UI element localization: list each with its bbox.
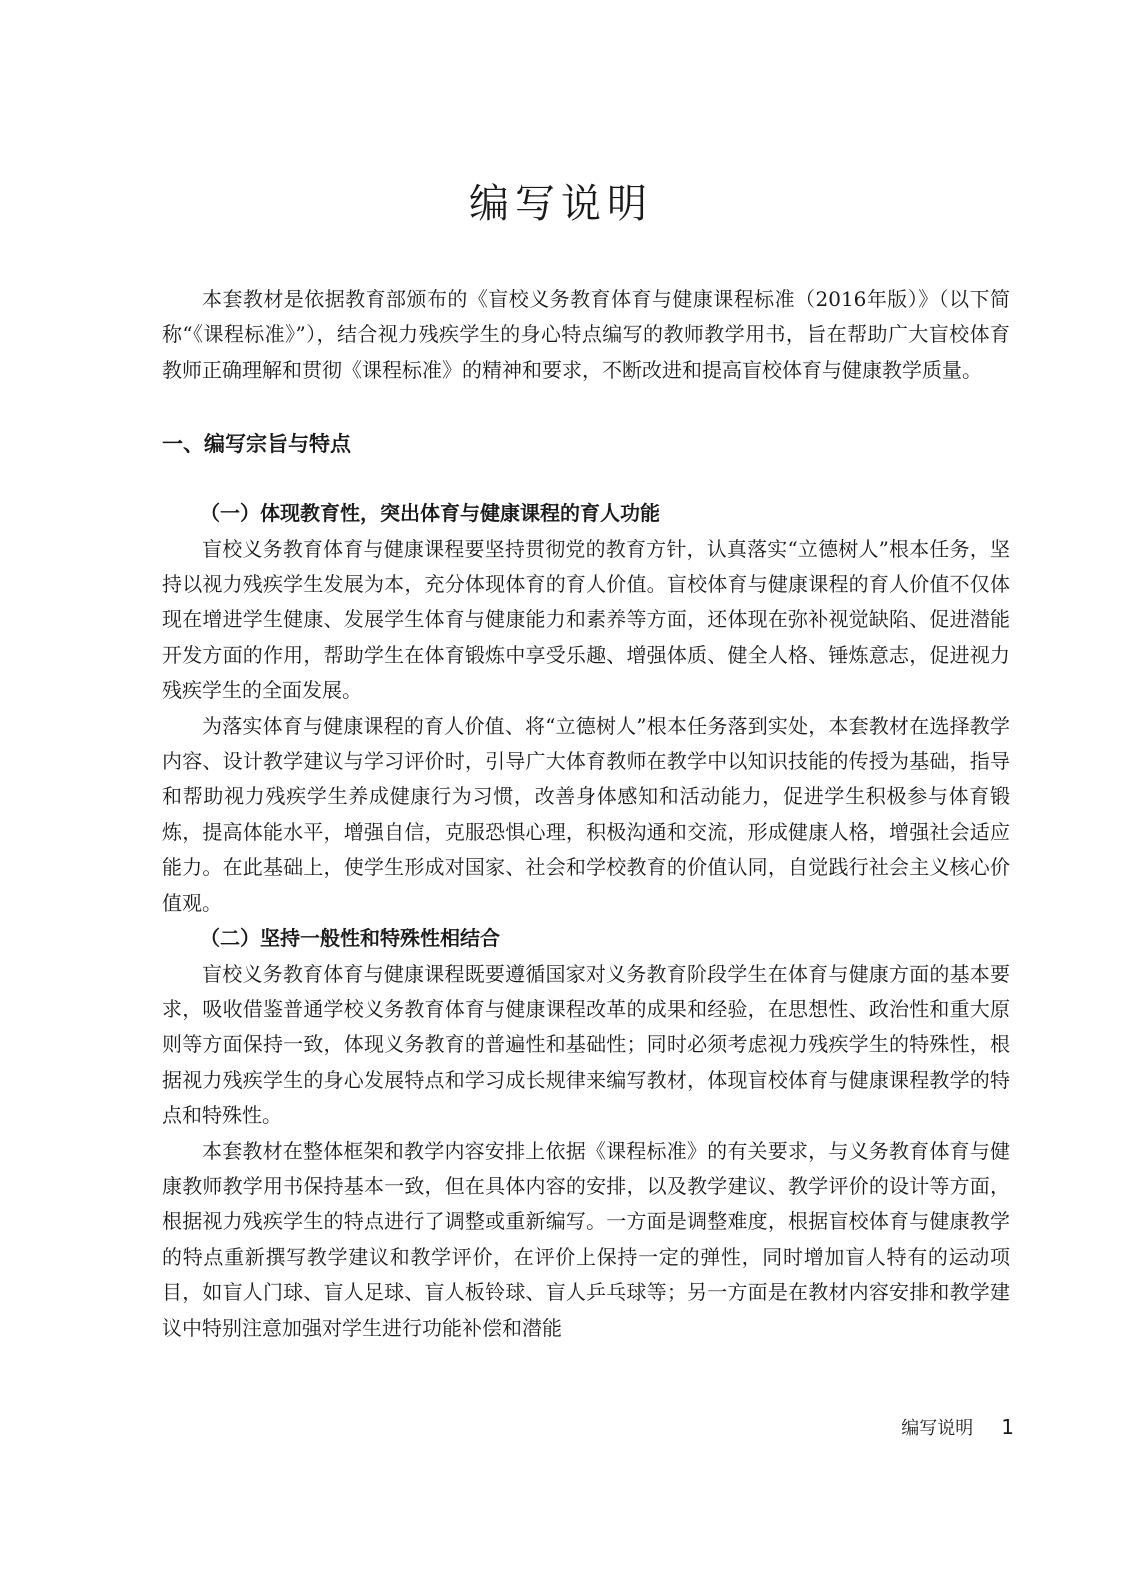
page-footer xyxy=(901,1413,1014,1443)
subsection-2-paragraph-2: 本套教材在整体框架和教学内容安排上依据《课程标准》的有关要求，与义务教育体育与健康教师教学用书保持基本一致，但在具体内容的安排，以及教学建议、教学评价的设计等方面，根据视力残疾学生的特点进行了调整或重新编写。一方面是调整难度，根据盲校体育与健康教学的特点重新撰写教学建议和教学评价，在评价上保持一定的弹性，同时增加盲人特有的运动项目，如盲人门球、盲人足球、盲人板铃球、盲人乒乓球等；另一方面是在教材内容安排和教学建议中特别注意加强对学生进行功能补偿和潜能 xyxy=(162,1138,1010,1340)
page-title: 编写说明 xyxy=(469,181,653,227)
subsection-heading-2: （二）坚持一般性和特殊性相结合 xyxy=(200,926,500,951)
footer-label: 编写说明 xyxy=(901,1418,974,1439)
intro-paragraph: 本套教材是依据教育部颁布的《盲校义务教育体育与健康课程标准（2016年版）》（以下简称“《课程标准》”），结合视力残疾学生的身心特点编写的教师教学用书，旨在帮助广大盲校体育教师正确理解和贯彻《课程标准》的精神和要求，不断改进和提高盲校体育与健康教学质量。 xyxy=(162,287,1010,382)
subsection-1-paragraph-1: 盲校义务教育体育与健康课程要坚持贯彻党的教育方针，认真落实“立德树人”根本任务，坚持以视力残疾学生发展为本，充分体现体育的育人价值。盲校体育与健康课程的育人价值不仅体现在增进学生健康、发展学生体育与健康能力和素养等方面，还体现在弥补视觉缺陷、促进潜能开发方面的作用，帮助学生在体育锻炼中享受乐趣、增强体质、健全人格、锤炼意志，促进视力残疾学生的全面发展。 xyxy=(162,536,1010,703)
subsection-2-paragraph-1: 盲校义务教育体育与健康课程既要遵循国家对义务教育阶段学生在体育与健康方面的基本要求，吸收借鉴普通学校义务教育体育与健康课程改革的成果和经验，在思想性、政治性和重大原则等方面保持一致，体现义务教育的普遍性和基础性；同时必须考虑视力残疾学生的特殊性，根据视力残疾学生的身心发展特点和学习成长规律来编写教材，体现盲校体育与健康课程教学的特点和特殊性。 xyxy=(162,961,1010,1128)
page-number: 1 xyxy=(1001,1415,1014,1439)
subsection-heading-1: （一）体现教育性，突出体育与健康课程的育人功能 xyxy=(200,501,660,526)
document-body xyxy=(162,282,1010,1346)
section-heading: 一、编写宗旨与特点 xyxy=(162,432,351,457)
subsection-1-paragraph-2: 为落实体育与健康课程的育人价值、将“立德树人”根本任务落到实处，本套教材在选择教学内容、设计教学建议与学习评价时，引导广大体育教师在教学中以知识技能的传授为基础，指导和帮助视力残疾学生养成健康行为习惯，改善身体感知和活动能力，促进学生积极参与体育锻炼，提高体能水平，增强自信，克服恐惧心理，积极沟通和交流，形成健康人格，增强社会适应能力。在此基础上，使学生形成对国家、社会和学校教育的价值认同，自觉践行社会主义核心价值观。 xyxy=(162,713,1010,915)
